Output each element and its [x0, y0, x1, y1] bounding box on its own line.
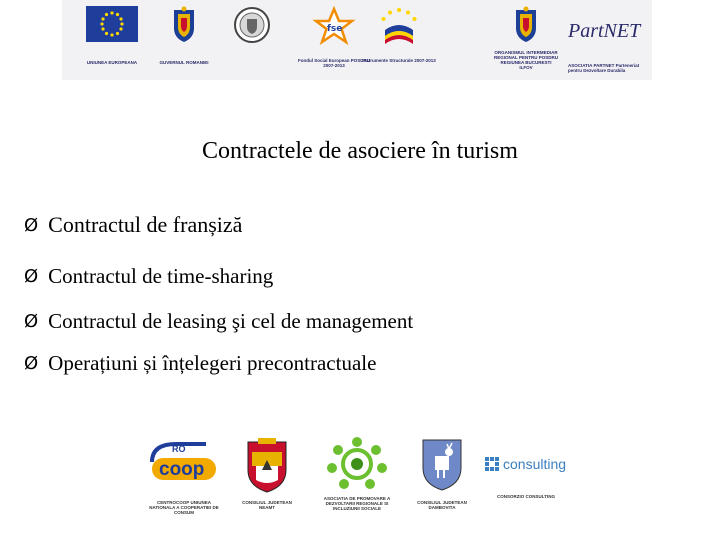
svg-text:RO: RO: [172, 444, 186, 454]
cj-neamt-logo: [236, 436, 298, 510]
bullet-arrow-icon: Ø: [24, 353, 39, 374]
bullet-arrow-icon: Ø: [24, 214, 39, 236]
asociatia-promovare-logo: [314, 436, 400, 511]
consulting-grid-icon: [484, 456, 500, 472]
romania-coat-of-arms-icon: [170, 6, 198, 44]
consorzio-consulting-logo: [484, 456, 568, 499]
consulting-wordmark: consulting: [503, 456, 567, 472]
page-title: Contractele de asociere în turism: [202, 138, 518, 164]
list-item: [24, 351, 376, 376]
centrocoop-caption: CENTROCOOP UNIUNEA NATIONALA A COOPERATIEI DE CONSUM: [149, 500, 219, 515]
cj-dambovita-caption: CONSILIUL JUDETEAN DAMBOVITA: [417, 500, 467, 510]
ro-government-caption: GUVERNUL ROMANIEI: [159, 60, 209, 65]
asociatia-caption: ASOCIATIA DE PROMOVARE A DEZVOLTARII REGIONALE SI INCLUZIUNII SOCIALE: [323, 496, 391, 511]
centrocoop-logo: [146, 436, 222, 515]
eu-logo: [84, 6, 140, 76]
instrumente-structurale-logo: [362, 6, 436, 76]
bullet-text: Operațiuni și înțelegeri precontractuale: [48, 351, 377, 375]
eu-flag-icon: [86, 6, 138, 42]
fse-logo: [298, 6, 370, 76]
people-circle-icon: [324, 436, 390, 490]
instrumente-caption: Instrumente Structurale 2007-2013: [362, 58, 436, 63]
list-item: [24, 212, 242, 238]
bullet-text: Contractul de franșiză: [48, 212, 243, 237]
fse-caption: Fondul Social European POSDRU 2007-2013: [298, 58, 371, 68]
cj-dambovita-logo: [412, 436, 472, 510]
consulting-brand: [484, 456, 566, 472]
partnet-wordmark: PartNET: [568, 20, 641, 42]
cj-neamt-caption: CONSILIUL JUDETEAN NEAMT: [242, 500, 292, 510]
organismul-caption: ORGANISMUL INTERMEDIAR REGIONAL PENTRU POSDRU REGIUNEA BUCURESTI ILFOV: [494, 50, 558, 70]
organismul-intermediar-logo: [494, 6, 558, 76]
ro-government-logo: [154, 6, 214, 76]
ministry-seal-logo: [232, 6, 272, 76]
bullet-text: Contractul de time-sharing: [48, 264, 274, 288]
list-item: [24, 309, 413, 334]
neamt-coat-of-arms-icon: [244, 436, 290, 496]
structural-instruments-icon: [376, 6, 422, 50]
list-item: [24, 264, 273, 289]
svg-text:fse: fse: [327, 24, 343, 34]
bullet-arrow-icon: Ø: [24, 311, 39, 332]
coop-wordmark: coop: [159, 459, 205, 480]
romania-coat-of-arms-icon: [512, 6, 540, 44]
header-logo-strip: [62, 0, 652, 80]
bullet-arrow-icon: Ø: [24, 266, 39, 287]
partnet-caption: ASOCIATIA PARTNET Parteneriat pentru Dezvoltare Durabila: [568, 63, 640, 73]
bullet-text: Contractul de leasing şi cel de management: [48, 309, 414, 333]
coop-logo-icon: [146, 436, 222, 486]
eu-caption: UNIUNEA EUROPEANA: [86, 60, 138, 65]
dambovita-coat-of-arms-icon: [419, 436, 465, 494]
consulting-caption: CONSORZIO CONSULTING: [497, 494, 555, 499]
seal-icon: [233, 6, 271, 44]
partnet-logo: [568, 6, 648, 76]
fse-star-icon: [312, 6, 356, 46]
